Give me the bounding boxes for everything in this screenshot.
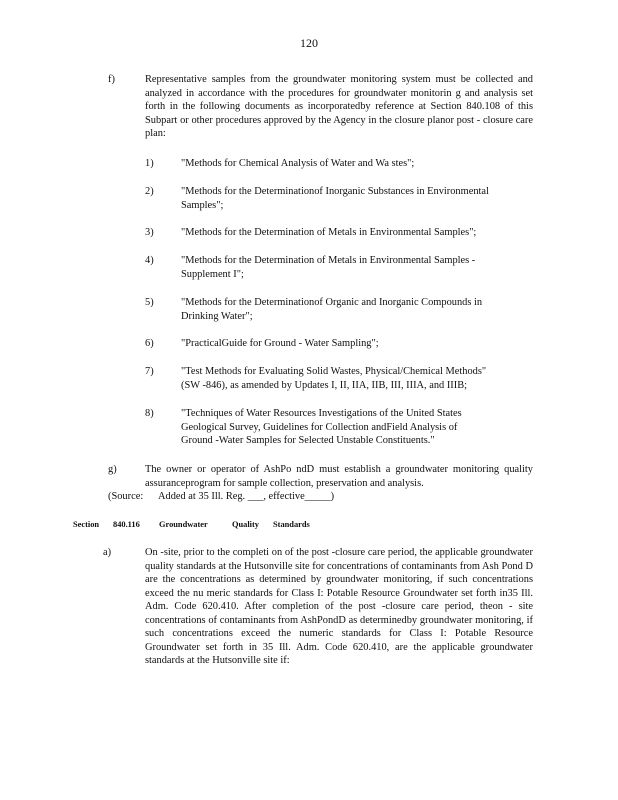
page-number: 120 [300,36,318,50]
section-title-word-3: Standards [273,520,310,529]
list-item-text: "Methods for the Determination of Metals in Environmental Samples"; [181,227,477,238]
item-g-marker: g) [108,464,117,475]
item-a-marker: a) [103,547,112,558]
list-item-marker: 3) [145,227,154,238]
item-f-marker: f) [108,74,115,85]
list-item-marker: 2) [145,186,154,197]
section-label: Section [73,520,100,529]
section-title-word-1: Groundwater [159,520,208,529]
list-item-text: "Techniques of Water Resources Investigations of the United States Geological Survey, Guidelines for Collection andField Analysis of Ground -Water Samples for Selected Unstable Constituents." [181,408,462,446]
list-item-text: "Methods for the Determinationof Inorganic Substances in Environmental Samples"; [181,186,489,211]
list-item-marker: 7) [145,366,154,377]
section-title-word-2: Quality [232,520,259,529]
list-item-text: "Methods for the Determination of Metals in Environmental Samples - Supplement I"; [181,255,476,280]
section-number: 840.116 [113,520,140,529]
list-item-marker: 1) [145,158,154,169]
list-item-text: "PracticalGuide for Ground - Water Sampling"; [181,338,379,349]
item-a-paragraph: On -site, prior to the completi on of the post -closure care period, the applicable groundwater quality standards at the Hutsonville site for concentrations of contaminants from Ash Pond D are the concentrations as determined by groundwater monitoring, if such concentrations exceed the nu meric standards for Class I: Potable Resource Groundwater set forth in35 Ill. Adm. Code 620.410. After completion of the post -closure care period, theon - site concentrations of contaminants from AshPondD as determinedby groundwater monitoring, if such concentrations exceed the numeric standards for Class I: Potable Resource Groundwater set forth in 35 Ill. Adm. Code 620.410, are the applicable groundwater standards at the Hutsonville site if: [145,547,533,666]
source-label: (Source: [108,491,144,502]
list-item-marker: 5) [145,297,154,308]
item-g-paragraph: The owner or operator of AshPo ndD must establish a groundwater monitoring quality assuranceprogram for sample collection, preservation and analysis. [145,464,533,489]
list-item-marker: 8) [145,408,154,419]
section-heading [0,518,618,532]
item-f-paragraph: Representative samples from the groundwater monitoring system must be collected and analyzed in accordance with the procedures for groundwater monitorin g and analysis set forth in the following documents as incorporatedby reference at Section 840.108 of this Subpart or other procedures approved by the Agency in the closure planor post - closure care plan: [145,74,533,139]
list-item-marker: 4) [145,255,154,266]
list-item-text: "Methods for the Determinationof Organic and Inorganic Compounds in Drinking Water"; [181,297,483,322]
source-text: Added at 35 Ill. Reg. ___, effective_____) [158,491,335,502]
list-item-text: "Methods for Chemical Analysis of Water and Wa stes"; [181,158,415,169]
list-item-text: "Test Methods for Evaluating Solid Wastes, Physical/Chemical Methods" (SW -846), as amended by Updates I, II, IIA, IIB, III, IIIA, and IIIB; [181,366,487,391]
list-item-marker: 6) [145,338,154,349]
